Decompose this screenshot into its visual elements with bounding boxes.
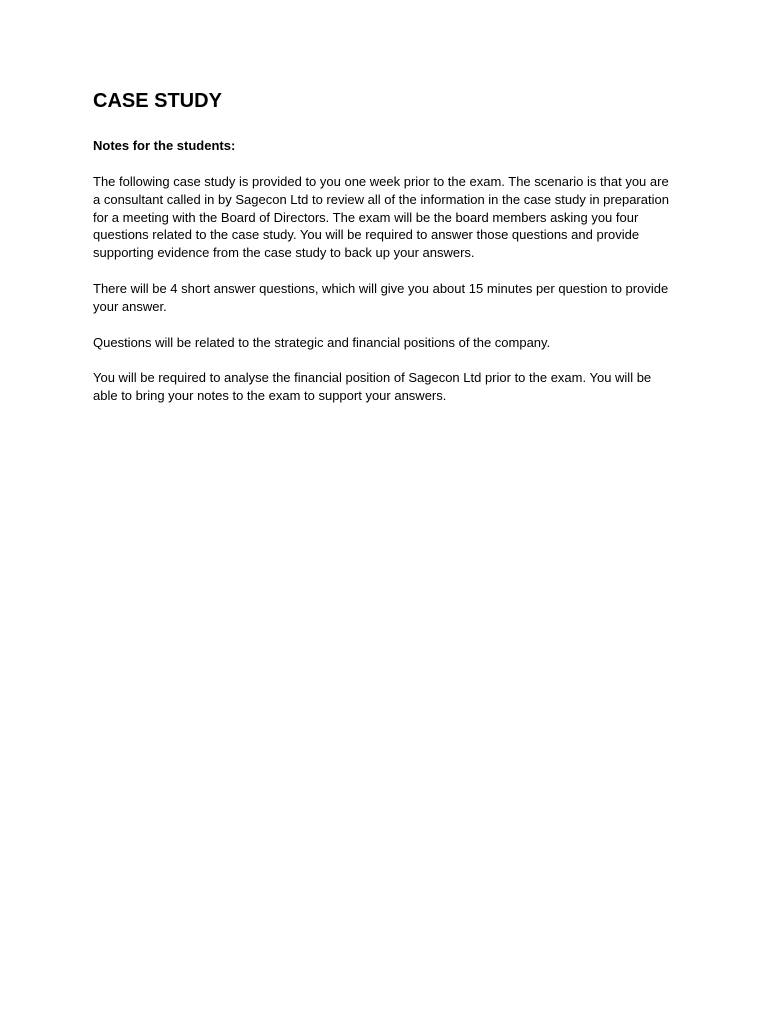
paragraph-questions-format: There will be 4 short answer questions, which will give you about 15 minutes per question to provide your answer.: [93, 280, 669, 314]
document-title: CASE STUDY: [93, 90, 222, 112]
paragraph-preparation: You will be required to analyse the financial position of Sagecon Ltd prior to the exam. You will be able to bring your notes to the exam to support your answers.: [93, 370, 652, 404]
paragraph-questions-topic: Questions will be related to the strategic and financial positions of the company.: [93, 334, 551, 350]
document-body: [93, 88, 678, 405]
notes-heading: Notes for the students:: [93, 138, 236, 153]
paragraph-scenario: The following case study is provided to you one week prior to the exam. The scenario is that you are a consultant called in by Sagecon Ltd to review all of the information in the case study in preparation for a meeting with the Board of Directors. The exam will be the board members asking you four questions related to the case study. You will be required to answer those questions and provide supporting evidence from the case study to back up your answers.: [93, 174, 669, 261]
